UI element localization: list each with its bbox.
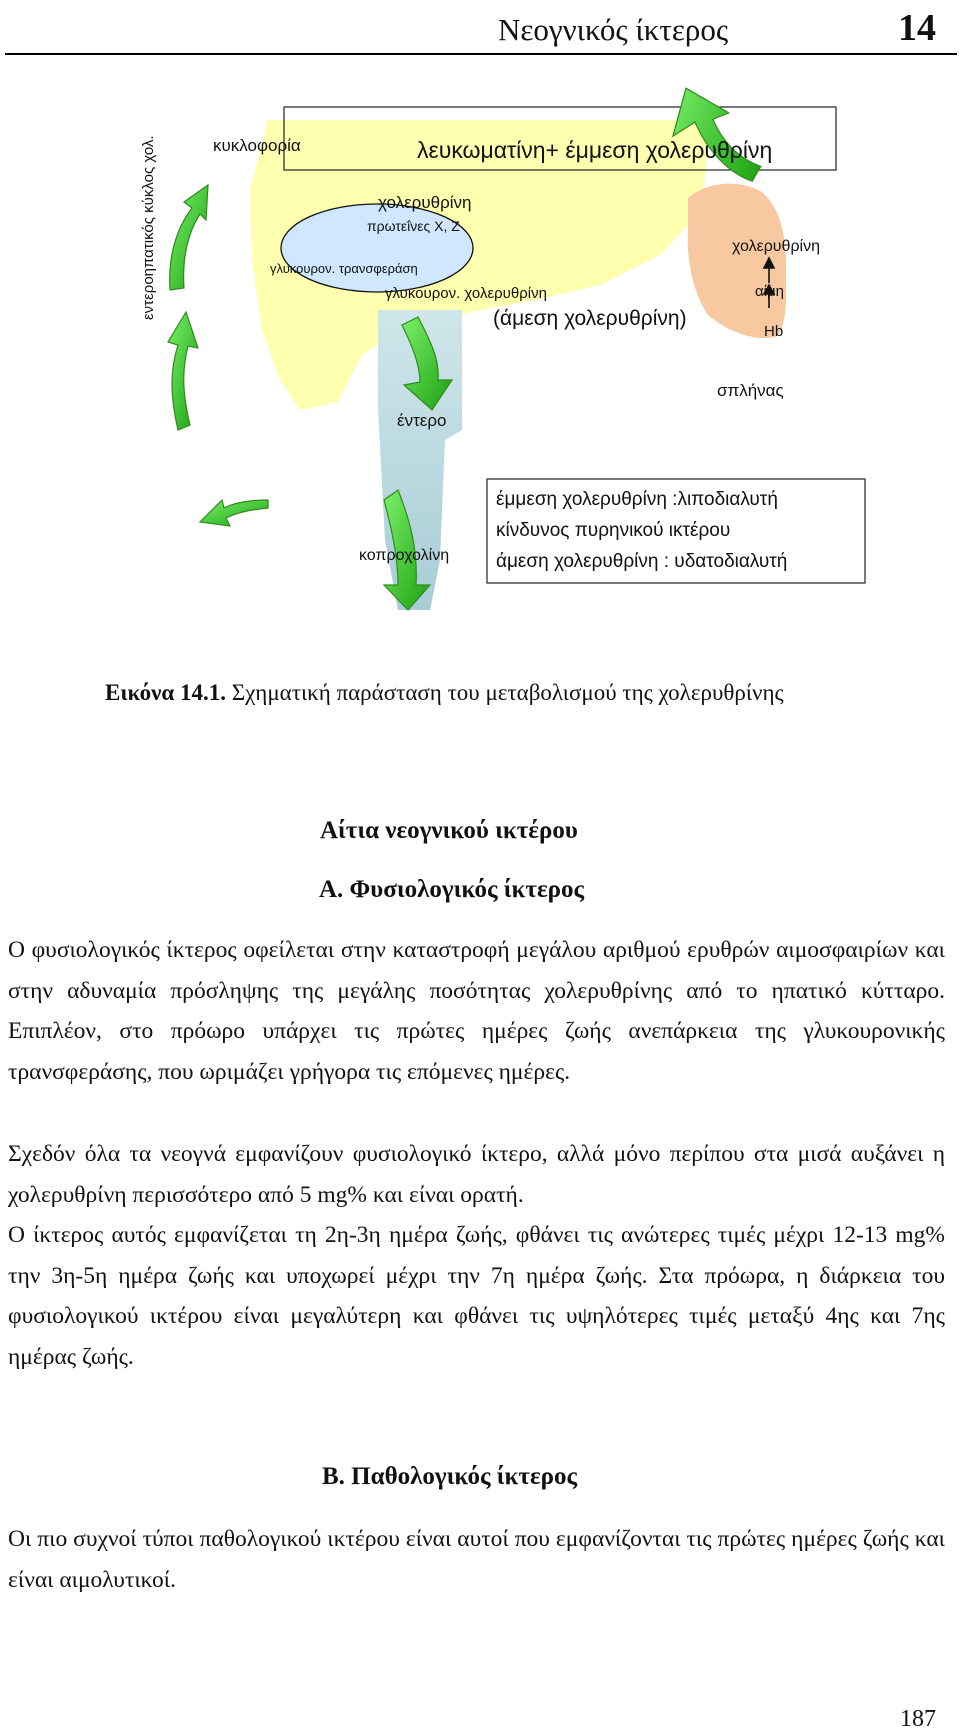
- bilirubin-metabolism-figure: [0, 80, 960, 620]
- note-box-text: [496, 484, 787, 577]
- label-bilirubin-liver: χολερυθρίνη: [378, 193, 472, 212]
- note-line-3: άμεση χολερυθρίνη : υδατοδιαλυτή: [496, 551, 788, 572]
- section-a-paragraph-1: Ο φυσιολογικός ίκτερος οφείλεται στην καταστροφή μεγάλου αριθμού ερυθρών αιμοσφαιρίων και στην αδυναμία πρόσληψης της μεγάλης ποσότητας χολερυθρίνης από το ηπατικό κύτταρο. Επιπλέον, στο πρόωρο υπάρχει τις πρώτες ημέρες ζωής ανεπάρκεια της γλυκουρονικής τρανσφεράσης, που ωριμάζει γρήγορα τις επόμενες ημέρες.: [8, 937, 945, 1085]
- section-a-paragraph-2: Σχεδόν όλα τα νεογνά εμφανίζουν φυσιολογικό ίκτερο, αλλά μόνο περίπου στα μισά αυξάνει η χολερυθρίνη περισσότερο από 5 mg% και είναι ορατή.: [8, 1141, 945, 1208]
- label-proteins-xz: πρωτεΐνες X, Z: [367, 218, 460, 234]
- label-intestine: έντερο: [397, 411, 447, 430]
- note-line-1: έμμεση χολερυθρίνη :λιποδιαλυτή: [496, 489, 778, 510]
- label-albumin-indirect: λευκωματίνη+ έμμεση χολερυθρίνη: [417, 137, 773, 163]
- section-b-paragraph-1: Οι πιο συχνοί τύποι παθολογικού ικτέρου είναι αυτοί που εμφανίζονται τις πρώτες ημέρες ζωής και είναι αιμολυτικοί.: [8, 1526, 945, 1593]
- spleen-shape: [688, 184, 786, 338]
- section-a-paragraph-3: Ο ίκτερος αυτός εμφανίζεται τη 2η-3η ημέρα ζωής, φθάνει τις ανώτερες τιμές μέχρι 12-13 mg% την 3η-5η ημέρα ζωής και υποχωρεί μέχρι την 7η ημέρα ζωής. Στα πρόωρα, η διάρκεια του φυσιολογικού ικτέρου είναι μεγαλύτερη και φθάνει τις υψηλότερες τιμές μεταξύ 4ης και 7ης ημέρας ζωής.: [8, 1222, 945, 1370]
- label-transferase: γλυκουρον. τρανσφεράση: [270, 261, 418, 276]
- label-direct-bilirubin: (άμεση χολερυθρίνη): [493, 307, 687, 330]
- label-glucuronide-bilirubin: γλυκουρον. χολερυθρίνη: [385, 285, 547, 302]
- label-enterohepatic-cycle: εντεροηπατικός κύκλος χολ.: [140, 135, 157, 320]
- label-circulation: κυκλοφορία: [213, 136, 301, 155]
- section-b-title: B. Παθολογικός ίκτερος: [322, 1463, 578, 1490]
- caption-label: Εικόνα 14.1.: [105, 680, 226, 705]
- figure-caption: [105, 680, 784, 706]
- label-spleen: σπλήνας: [717, 381, 784, 400]
- label-bilirubin-spleen: χολερυθρίνη: [732, 238, 820, 255]
- chapter-number: 14: [898, 7, 936, 49]
- running-header-title: Νεογνικός ίκτερος: [498, 12, 729, 47]
- label-stercobilin: κοπροχολίνη: [359, 547, 450, 564]
- header-rule: [5, 53, 957, 55]
- label-heme: αίμη: [755, 283, 784, 300]
- caption-text: Σχηματική παράσταση του μεταβολισμού της χολερυθρίνης: [225, 680, 784, 705]
- section-title: Αίτια νεογνικού ικτέρου: [320, 817, 578, 844]
- section-a-title: A. Φυσιολογικός ίκτερος: [319, 876, 585, 903]
- note-line-2: κίνδυνος πυρηνικού ικτέρου: [496, 520, 731, 541]
- label-hb: Hb: [764, 323, 784, 340]
- page-number: 187: [900, 1706, 936, 1732]
